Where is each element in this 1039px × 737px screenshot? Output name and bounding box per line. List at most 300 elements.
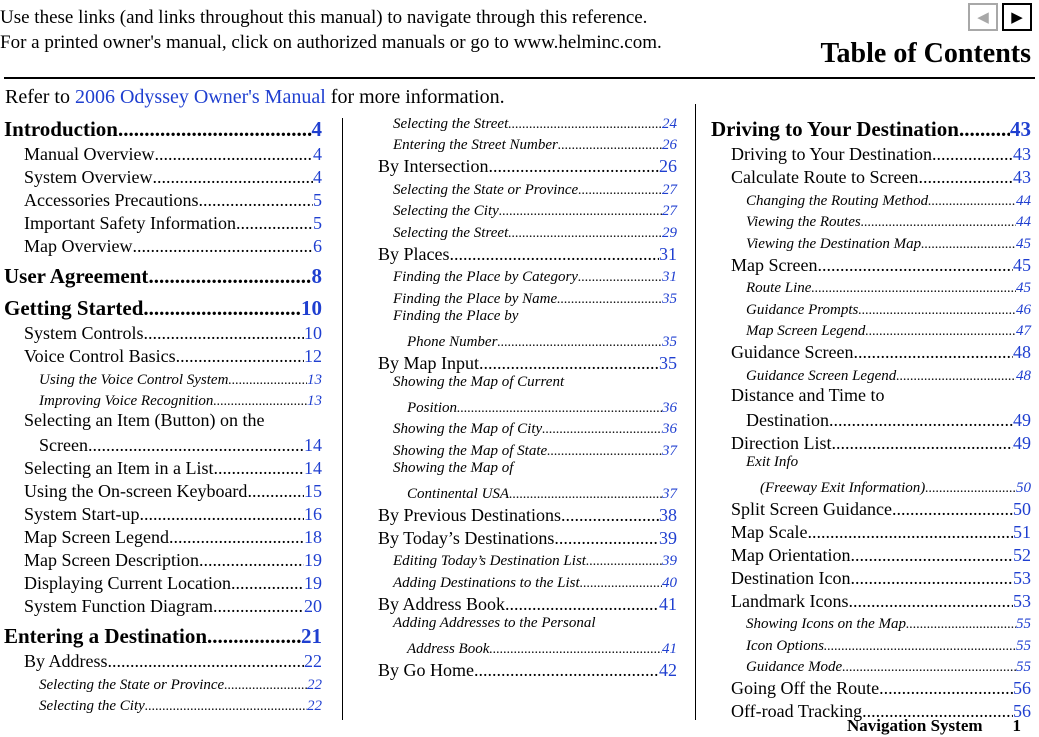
toc-page-link[interactable]: 22 [307,698,322,714]
toc-column-2 [358,111,677,681]
toc-entry-continued[interactable]: Distance and Time to [731,384,885,405]
toc-entry-map-screen-description[interactable] [24,548,322,571]
toc-page-link[interactable]: 38 [659,504,677,525]
toc-page-link[interactable]: 56 [1013,701,1031,721]
toc-page-link[interactable]: 55 [1016,637,1031,654]
dot-leader [88,435,304,456]
toc-entry-title: Showing the Map of City [393,421,543,437]
toc-entry-title: Entering a Destination [4,624,208,648]
toc-page-link[interactable]: 15 [304,481,322,501]
intro-line-2: For a printed owner's manual, click on authorized manuals or go to www.helminc.com. [0,32,662,53]
toc-page-link[interactable]: 42 [659,659,677,680]
toc-entry-selecting-the-street[interactable] [393,111,677,133]
dot-leader [578,270,662,286]
toc-page-link[interactable]: 22 [307,676,322,693]
toc-entry-phone-number[interactable] [393,329,677,351]
toc-page-link[interactable]: 36 [662,421,677,437]
toc-entry-title: User Agreement [4,264,149,288]
toc-page-link[interactable]: 50 [1016,479,1031,496]
toc-page-link[interactable]: 20 [304,596,322,616]
prev-page-button[interactable] [968,3,998,31]
toc-page-link[interactable]: 48 [1013,342,1031,362]
toc-entry-voice-control-basics[interactable] [24,344,322,367]
toc-entry-by-address[interactable] [24,649,322,672]
page-number: 1 [1012,716,1022,735]
toc-entry-title: Viewing the Destination Map [746,235,922,252]
owners-manual-link[interactable]: 2006 Odyssey Owner's Manual [74,86,326,108]
toc-page-link[interactable]: 49 [1013,409,1031,430]
toc-entry-selecting-the-street[interactable] [393,220,677,242]
dot-leader [108,651,304,672]
toc-page-link[interactable]: 5 [313,213,322,233]
toc-entry-entering-the-street-number[interactable] [393,133,677,155]
toc-entry-map-orientation[interactable] [731,543,1031,566]
toc-page-link[interactable]: 50 [1013,498,1031,519]
dot-leader [474,660,659,681]
toc-entry-system-overview[interactable] [24,165,322,188]
toc-entry-title: System Function Diagram [24,596,213,616]
dot-leader [807,522,1013,543]
dot-leader [479,353,659,374]
toc-entry-selecting-the-state-or-province[interactable] [393,177,677,199]
dot-leader [932,144,1013,165]
toc-page-link[interactable]: 4 [313,144,322,164]
toc-entry-title: Icon Options [746,637,824,654]
toc-entry-title: Selecting the City [393,203,499,219]
left-arrow-icon: ◀ [977,8,989,26]
toc-entry-guidance-screen[interactable] [731,340,1031,363]
toc-entry-title: Selecting an Item in a List [24,458,214,478]
toc-page-link[interactable]: 4 [313,167,322,187]
dot-leader [879,678,1013,699]
next-page-button[interactable] [1002,3,1032,31]
toc-entry-title: Entering the Street Number [393,137,558,153]
toc-page-link[interactable]: 53 [1013,567,1031,588]
toc-entry-map-screen[interactable] [731,253,1031,276]
toc-page-link[interactable]: 44 [1016,192,1031,209]
dot-leader [578,183,662,199]
toc-page-link[interactable]: 39 [662,553,677,569]
toc-entry-title: Accessories Precautions [24,190,199,210]
toc-page-link[interactable]: 56 [1013,678,1031,698]
toc-entry-viewing-the-destination-map[interactable] [746,231,1031,253]
toc-entry-using-the-voice-control-system[interactable] [39,367,322,389]
toc-page-link[interactable]: 18 [304,527,322,547]
toc-entry-title: Driving to Your Destination [731,144,933,164]
toc-entry-title: Getting Started [4,296,144,320]
toc-entry-changing-the-routing-method[interactable] [746,188,1031,210]
toc-page-link[interactable]: 13 [307,371,322,388]
toc-page-link[interactable]: 5 [313,190,322,210]
toc-page-link[interactable]: 24 [662,115,677,132]
toc-entry-selecting-the-state-or-province[interactable] [39,672,322,694]
toc-page-link[interactable]: 22 [304,651,322,671]
toc-entry-showing-icons-on-the-map[interactable] [746,612,1031,634]
toc-entry-title: Position [407,399,458,416]
page-nav [968,3,1032,31]
toc-page-link[interactable]: 39 [659,527,677,548]
toc-entry-title: Screen [39,435,88,455]
toc-entry-title: Split Screen Guidance [731,498,892,519]
toc-entry-title: Showing the Map of State [393,442,548,459]
dot-leader [169,527,304,548]
dot-leader [213,596,304,617]
toc-page-link[interactable]: 53 [1013,590,1031,611]
dot-leader [144,323,304,344]
toc-page-link[interactable]: 36 [662,399,677,416]
toc-entry-title: Map Screen Legend [24,527,169,547]
toc-entry-title: Map Overview [24,236,133,256]
toc-entry-title: Address Book [407,640,490,657]
toc-entry-title: Editing Today’s Destination List [393,553,586,569]
toc-page-link[interactable]: 19 [304,573,322,593]
toc-page-link[interactable]: 37 [662,485,677,502]
intro-line-1: Use these links (and links throughout this manual) to navigate through this reference. [0,7,648,28]
toc-page-link[interactable]: 29 [662,224,677,241]
toc-entry-title: Phone Number [407,333,498,350]
toc-entry-title: By Go Home [378,659,474,680]
dot-leader [850,545,1013,566]
toc-page-link[interactable]: 10 [304,323,322,343]
toc-entry-showing-the-map-of-city[interactable] [393,417,677,439]
dot-leader [921,237,1016,253]
toc-page-link[interactable]: 45 [1016,235,1031,252]
toc-entry-destination-icon[interactable] [731,566,1031,589]
toc-entry-title: Selecting the City [39,698,145,714]
toc-entry-continued[interactable]: Finding the Place by [393,307,519,324]
toc-page-link[interactable]: 49 [1013,432,1031,453]
toc-entry-using-the-on-screen-keyboard[interactable] [24,479,322,502]
toc-entry-entering-a-destination[interactable] [4,617,322,649]
toc-entry-driving-to-your-destination[interactable] [711,110,1031,142]
toc-page-link[interactable]: 13 [307,393,322,409]
toc-entry-map-overview[interactable] [24,234,322,257]
toc-column-1 [4,110,322,715]
toc-entry-finding-the-place-by-category[interactable] [393,265,677,287]
column-divider-2 [695,104,696,720]
dot-leader [558,138,662,154]
toc-entry-title: Showing Icons on the Map [746,616,906,632]
dot-leader [508,226,662,242]
page-footer [847,716,1021,736]
toc-page-link[interactable]: 16 [304,504,322,524]
toc-entry-title: By Previous Destinations [378,504,561,525]
toc-page-link[interactable]: 12 [304,346,322,366]
toc-entry-title: By Intersection [378,156,489,176]
toc-entry-route-line[interactable] [746,276,1031,298]
toc-page-link[interactable]: 45 [1016,280,1031,296]
toc-entry-title: Guidance Prompts [746,301,859,318]
dot-leader [457,401,662,417]
dot-leader [505,594,659,615]
toc-entry-adding-destinations-to-the-list[interactable] [393,570,677,592]
toc-entry-title: Map Scale [731,521,808,542]
toc-entry-freeway-exit-information[interactable] [746,475,1031,497]
toc-page-link[interactable]: 27 [662,203,677,219]
dot-leader [861,215,1016,231]
dot-leader [557,292,662,308]
toc-page-link[interactable]: 47 [1016,323,1031,339]
toc-page-link[interactable]: 6 [313,236,322,256]
toc-page-link[interactable]: 40 [662,574,677,591]
dot-leader [213,458,304,479]
toc-entry-system-controls[interactable] [24,321,322,344]
toc-entry-title: Map Screen [731,254,818,275]
toc-entry-by-address-book[interactable] [378,592,677,615]
toc-entry-manual-overview[interactable] [24,142,322,165]
toc-entry-system-function-diagram[interactable] [24,594,322,617]
toc-page-link[interactable]: 43 [1010,117,1031,141]
column-divider-1 [342,118,343,720]
dot-leader [896,369,1016,385]
dot-leader [959,117,1010,142]
toc-page-link[interactable]: 31 [659,243,677,264]
toc-entry-viewing-the-routes[interactable] [746,210,1031,232]
toc-page-link[interactable]: 52 [1013,544,1031,565]
dot-leader [132,236,313,257]
toc-page-link[interactable]: 8 [311,264,322,288]
toc-entry-title: Using the On-screen Keyboard [24,481,248,501]
header-rule [4,77,1035,79]
dot-leader [842,660,1016,676]
toc-entry-title: Map Screen Description [24,550,199,570]
dot-leader [580,576,662,592]
dot-leader [148,264,311,289]
dot-leader [509,487,662,503]
toc-entry-title: Direction List [731,432,832,453]
toc-entry-destination[interactable] [731,408,1031,431]
dot-leader [499,204,662,220]
refer-suffix: for more information. [325,86,505,108]
toc-entry-screen[interactable] [24,433,322,456]
toc-page-link[interactable]: 46 [1016,301,1031,318]
dot-leader [213,394,307,410]
toc-entry-by-go-home[interactable] [378,658,677,681]
toc-entry-map-scale[interactable] [731,520,1031,543]
toc-entry-by-places[interactable] [378,242,677,265]
toc-entry-title: Manual Overview [24,144,155,164]
dot-leader [140,504,305,525]
toc-entry-improving-voice-recognition[interactable] [39,389,322,411]
toc-entry-title: Off-road Tracking [731,701,863,721]
toc-entry-editing-today-s-destination-list[interactable] [393,549,677,571]
toc-entry-title: Selecting the State or Province [39,676,225,693]
toc-page-link[interactable]: 35 [659,352,677,373]
toc-page-link[interactable]: 10 [301,296,322,320]
toc-entry-title: Calculate Route to Screen [731,167,919,187]
toc-entry-displaying-current-location[interactable] [24,571,322,594]
toc-entry-title: Introduction [4,117,118,141]
toc-entry-getting-started[interactable] [4,289,322,321]
dot-leader [497,335,662,351]
dot-leader [450,244,660,265]
toc-entry-split-screen-guidance[interactable] [731,497,1031,520]
toc-page-link[interactable]: 26 [662,137,677,153]
toc-entry-continued[interactable]: Exit Info [746,453,799,470]
toc-entry-title: System Controls [24,323,144,343]
toc-page-link[interactable]: 14 [304,458,322,478]
toc-entry-title: Map Orientation [731,544,851,565]
dot-leader [488,156,659,177]
toc-entry-continental-usa[interactable] [393,481,677,503]
dot-leader [228,373,307,389]
toc-entry-system-start-up[interactable] [24,502,322,525]
toc-page-link[interactable]: 45 [1013,254,1031,275]
toc-entry-title: Changing the Routing Method [746,192,929,209]
toc-page-link[interactable]: 19 [304,550,322,570]
dot-leader [925,481,1016,497]
dot-leader [928,194,1016,210]
toc-entry-title: Going Off the Route [731,678,880,698]
toc-entry-title: Finding the Place by Category [393,269,578,285]
toc-entry-title: Guidance Screen Legend [746,367,897,384]
dot-leader [198,190,313,211]
dot-leader [831,433,1013,454]
toc-entry-title: Viewing the Routes [746,214,861,230]
toc-entry-continued[interactable]: Adding Addresses to the Personal [393,614,596,631]
toc-entry-title: Map Screen Legend [746,323,866,339]
toc-entry-calculate-route-to-screen[interactable] [731,165,1031,188]
dot-leader [850,568,1013,589]
toc-entry-map-screen-legend[interactable] [24,525,322,548]
toc-entry-showing-the-map-of-state[interactable] [393,438,677,460]
toc-entry-direction-list[interactable] [731,431,1031,454]
toc-entry-title: By Today’s Destinations [378,527,555,548]
dot-leader [824,639,1016,655]
toc-page-link[interactable]: 48 [1016,367,1031,384]
toc-entry-title: Using the Voice Control System [39,371,229,388]
dot-leader [207,624,301,649]
toc-entry-accessories-precautions[interactable] [24,188,322,211]
toc-entry-introduction[interactable] [4,110,322,142]
toc-entry-by-map-input[interactable] [378,351,677,374]
toc-entry-title: (Freeway Exit Information) [760,479,926,496]
toc-entry-selecting-the-city[interactable] [393,199,677,221]
toc-entry-title: System Overview [24,167,153,187]
toc-entry-position[interactable] [393,395,677,417]
refer-line [5,84,505,110]
dot-leader [853,342,1013,363]
dot-leader [918,167,1013,188]
dot-leader [542,422,662,438]
toc-page-link[interactable]: 55 [1016,616,1031,632]
right-arrow-icon: ▶ [1011,8,1023,26]
dot-leader [508,117,662,133]
toc-entry-address-book[interactable] [393,636,677,658]
toc-page-link[interactable]: 35 [662,290,677,307]
toc-page-link[interactable]: 21 [301,624,322,648]
intro-text [0,5,662,55]
toc-entry-title: Selecting the Street [393,224,509,241]
dot-leader [892,499,1013,520]
toc-page-link[interactable]: 14 [304,435,322,455]
toc-entry-by-today-s-destinations[interactable] [378,526,677,549]
toc-column-3 [711,110,1031,722]
dot-leader [829,410,1013,431]
toc-entry-title: Destination Icon [731,567,851,588]
toc-entry-title: Guidance Screen [731,342,854,362]
toc-page-link[interactable]: 43 [1013,167,1031,187]
refer-prefix: Refer to [5,86,75,108]
dot-leader [858,303,1016,319]
toc-entry-guidance-prompts[interactable] [746,297,1031,319]
toc-entry-finding-the-place-by-name[interactable] [393,286,677,308]
dot-leader [906,617,1016,633]
toc-page-link[interactable]: 44 [1016,214,1031,230]
dot-leader [236,213,313,234]
toc-entry-title: Landmark Icons [731,590,849,611]
toc-page-link[interactable]: 41 [659,593,677,614]
toc-page-link[interactable]: 26 [659,156,677,176]
toc-entry-title: Finding the Place by Name [393,290,558,307]
dot-leader [561,505,659,526]
dot-leader [199,550,304,571]
toc-page-link[interactable]: 51 [1013,521,1031,542]
dot-leader [143,296,301,321]
toc-entry-guidance-screen-legend[interactable] [746,363,1031,385]
toc-entry-guidance-mode[interactable] [746,655,1031,677]
toc-page-link[interactable]: 55 [1016,659,1031,675]
toc-entry-icon-options[interactable] [746,633,1031,655]
toc-entry-by-intersection[interactable] [378,154,677,177]
toc-page-link[interactable]: 43 [1013,144,1031,164]
toc-entry-landmark-icons[interactable] [731,589,1031,612]
dot-leader [489,642,662,658]
dot-leader [176,346,304,367]
dot-leader [231,573,304,594]
dot-leader [848,591,1013,612]
toc-page-link[interactable]: 35 [662,333,677,350]
dot-leader [152,167,313,188]
dot-leader [817,255,1013,276]
toc-page-link[interactable]: 31 [662,269,677,285]
dot-leader [811,281,1016,297]
toc-entry-title: Selecting the Street [393,115,509,132]
toc-entry-continued[interactable]: Selecting an Item (Button) on the [24,410,265,430]
toc-page-link[interactable]: 37 [662,442,677,459]
dot-leader [547,444,662,460]
toc-entry-title: By Address Book [378,593,506,614]
toc-entry-title: Continental USA [407,485,510,502]
toc-entry-title: Guidance Mode [746,659,843,675]
toc-entry-selecting-an-item-in-a-list[interactable] [24,456,322,479]
dot-leader [865,324,1016,340]
toc-entry-continued[interactable]: Showing the Map of [393,459,514,476]
toc-entry-going-off-the-route[interactable] [731,676,1031,699]
toc-entry-title: Selecting the State or Province [393,181,579,198]
toc-entry-driving-to-your-destination[interactable] [731,142,1031,165]
toc-page-link[interactable]: 27 [662,181,677,198]
dot-leader [224,678,307,694]
toc-entry-selecting-the-city[interactable] [39,694,322,716]
dot-leader [118,117,312,142]
dot-leader [586,554,662,570]
dot-leader [554,528,659,549]
toc-entry-user-agreement[interactable] [4,257,322,289]
toc-entry-map-screen-legend[interactable] [746,319,1031,341]
toc-page-link[interactable]: 41 [662,640,677,657]
toc-entry-continued[interactable]: Showing the Map of Current [393,373,565,390]
toc-entry-title: Route Line [746,280,812,296]
toc-entry-title: By Map Input [378,352,479,373]
toc-page-link[interactable]: 4 [311,117,322,141]
toc-entry-important-safety-information[interactable] [24,211,322,234]
toc-entry-title: Important Safety Information [24,213,236,233]
toc-entry-title: Improving Voice Recognition [39,393,214,409]
page-title: Table of Contents [820,38,1031,69]
toc-entry-by-previous-destinations[interactable] [378,503,677,526]
toc-entry-title: Driving to Your Destination [711,117,959,141]
